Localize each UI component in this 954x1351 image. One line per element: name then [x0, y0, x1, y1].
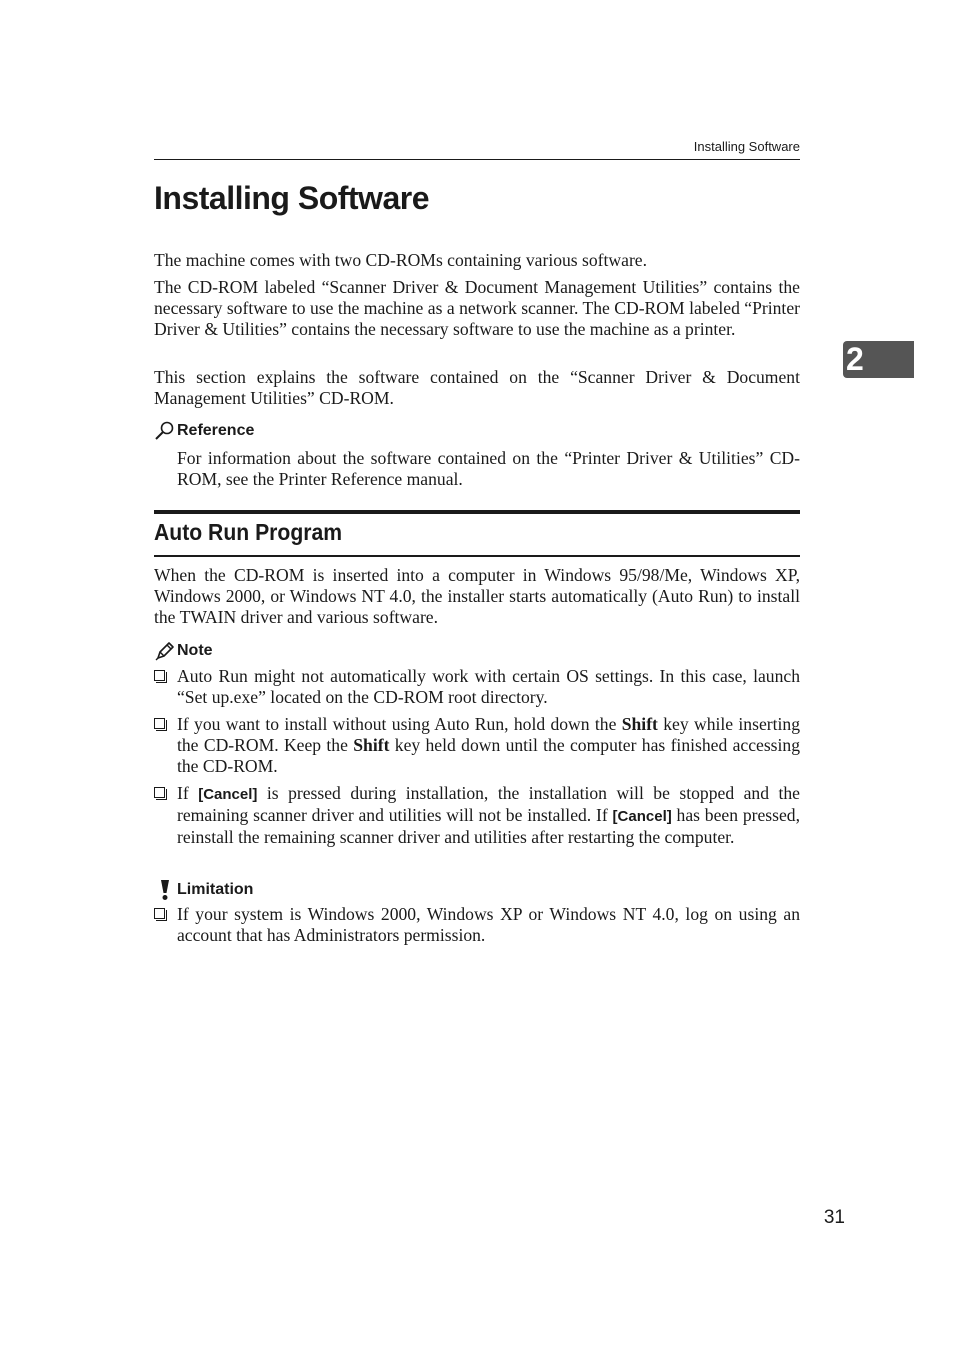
chapter-tab — [843, 341, 914, 378]
intro-paragraph-2: The CD-ROM labeled “Scanner Driver & Document Management Utilities” contains the necessary software to use the machine as a network scanner. The CD-ROM labeled “Printer Driver & Utilities” contains the necessary software to use the machine as a printer. — [154, 277, 800, 339]
intro-paragraph-3: This section explains the software contained on the “Scanner Driver & Document Management Utilities” CD-ROM. — [154, 367, 800, 408]
shift-key: Shift — [353, 735, 390, 755]
cancel-key: [Cancel] — [612, 808, 672, 825]
checkbox-bullet-icon — [154, 908, 165, 919]
page-number: 31 — [823, 1207, 845, 1228]
exclamation-icon — [154, 879, 176, 901]
intro-paragraph-1: The machine comes with two CD-ROMs containing various software. — [154, 250, 648, 270]
magnifier-icon — [154, 420, 176, 442]
pencil-icon — [154, 640, 176, 662]
page-title: Installing Software — [154, 180, 429, 216]
limitation-label: Limitation — [177, 881, 254, 898]
note-heading — [154, 640, 213, 662]
shift-key: Shift — [621, 714, 658, 734]
checkbox-bullet-icon — [154, 787, 165, 798]
chapter-number: 2 — [846, 341, 864, 377]
note-item-3-text: If [Cancel] is pressed during installation, the installation will be stopped and the remaining scanner driver and utilities will not be installed. If [Cancel] has been pressed, reinstall the remaining scanner driver and utilities after restarting the computer. — [177, 783, 800, 847]
reference-heading — [154, 420, 254, 442]
limitation-item-1-text: If your system is Windows 2000, Windows XP or Windows NT 4.0, log on using an account that has Administrators permission. — [177, 904, 800, 945]
checkbox-bullet-icon — [154, 670, 165, 681]
running-header: Installing Software — [693, 139, 800, 154]
section-top-rule — [154, 510, 800, 514]
note-item-1-text: Auto Run might not automatically work with certain OS settings. In this case, launch “Set up.exe” located on the CD-ROM root directory. — [177, 666, 800, 707]
reference-label: Reference — [177, 422, 255, 439]
limitation-heading — [154, 879, 253, 901]
checkbox-bullet-icon — [154, 718, 165, 729]
section-bottom-rule — [154, 555, 800, 557]
note-item-2-text: If you want to install without using Auto Run, hold down the Shift key while inserting the CD-ROM. Keep the Shift key held down until the computer has finished accessing the CD-ROM. — [177, 714, 800, 776]
reference-text: For information about the software contained on the “Printer Driver & Utilities” CD-ROM, see the Printer Reference manual. — [177, 448, 800, 489]
note-label: Note — [177, 642, 213, 659]
cancel-key: [Cancel] — [198, 786, 258, 803]
section-title: Auto Run Program — [154, 519, 343, 545]
section-paragraph: When the CD-ROM is inserted into a computer in Windows 95/98/Me, Windows XP, Windows 2000, or Windows NT 4.0, the installer starts automatically (Auto Run) to install the TWAIN driver and various software. — [154, 565, 800, 627]
header-rule — [154, 159, 800, 160]
